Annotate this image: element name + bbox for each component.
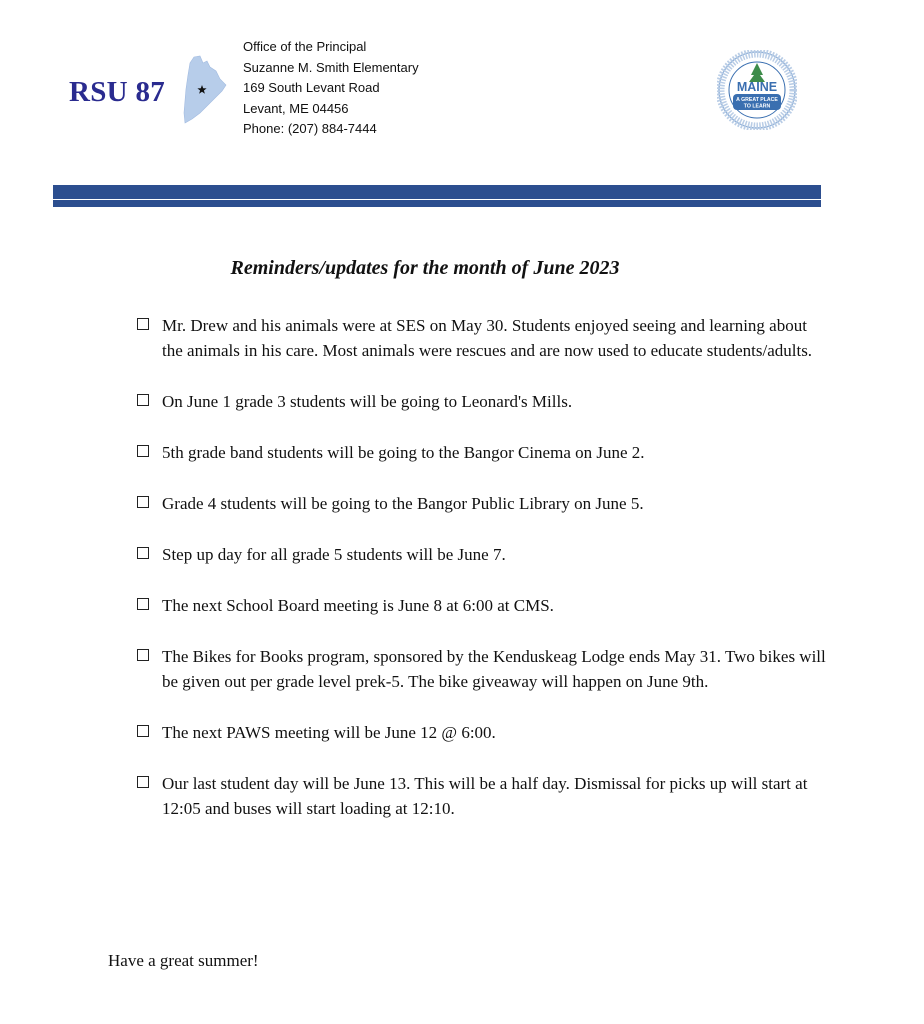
- reminder-item: [137, 593, 827, 618]
- reminder-item: [137, 720, 827, 745]
- reminder-item: [137, 491, 827, 516]
- banner-stripe: [53, 199, 821, 200]
- document-title: Reminders/updates for the month of June 2023: [230, 257, 620, 279]
- checkbox-icon: [137, 547, 149, 559]
- checkbox-icon: [137, 394, 149, 406]
- svg-text:MAINE: MAINE: [736, 80, 778, 94]
- checkbox-icon: [137, 598, 149, 610]
- reminder-item: [137, 313, 827, 363]
- reminder-item: [137, 771, 827, 821]
- reminder-text: The Bikes for Books program, sponsored by the Kenduskeag Lodge ends May 31. Two bikes will be given out per grade level prek-5. The bike giveaway will happen on June 9th.: [162, 647, 826, 691]
- maine-seal-logo: [717, 50, 797, 130]
- school-address-block: [243, 37, 419, 140]
- address-line: Levant, ME 04456: [243, 100, 349, 116]
- reminder-list: [137, 313, 827, 847]
- reminder-item: [137, 440, 827, 465]
- reminder-text: 5th grade band students will be going to the Bangor Cinema on June 2.: [162, 443, 645, 462]
- reminder-text: On June 1 grade 3 students will be going to Leonard's Mills.: [162, 392, 573, 411]
- closing-line: Have a great summer!: [108, 951, 259, 970]
- checkbox-icon: [137, 318, 149, 330]
- checkbox-icon: [137, 725, 149, 737]
- address-line: 169 South Levant Road: [243, 80, 380, 95]
- header-banner: [53, 185, 821, 207]
- district-logo-text: RSU 87: [69, 76, 166, 108]
- address-line: Phone: (207) 884-7444: [243, 121, 377, 136]
- reminder-text: Mr. Drew and his animals were at SES on May 30. Students enjoyed seeing and learning about the animals in his care. Most animals were rescues and are now used to educate students/adults.: [162, 316, 813, 360]
- svg-text:A GREAT PLACE: A GREAT PLACE: [736, 97, 778, 103]
- checkbox-icon: [137, 776, 149, 788]
- reminder-text: Step up day for all grade 5 students will be June 7.: [162, 545, 506, 564]
- reminder-text: Our last student day will be June 13. This will be a half day. Dismissal for picks up will start at 12:05 and buses will start loading at 12:10.: [162, 774, 808, 818]
- reminder-text: Grade 4 students will be going to the Bangor Public Library on June 5.: [162, 494, 644, 513]
- checkbox-icon: [137, 445, 149, 457]
- reminder-item: [137, 389, 827, 414]
- reminder-text: The next PAWS meeting will be June 12 @ 6:00.: [162, 723, 496, 742]
- reminder-item: [137, 644, 827, 694]
- svg-text:TO LEARN: TO LEARN: [743, 103, 771, 110]
- maine-map-icon: [180, 55, 228, 125]
- address-line: Office of the Principal: [243, 39, 367, 54]
- checkbox-icon: [137, 649, 149, 661]
- checkbox-icon: [137, 496, 149, 508]
- reminder-text: The next School Board meeting is June 8 at 6:00 at CMS.: [162, 596, 554, 615]
- address-line: Suzanne M. Smith Elementary: [243, 59, 419, 75]
- reminder-item: [137, 542, 827, 567]
